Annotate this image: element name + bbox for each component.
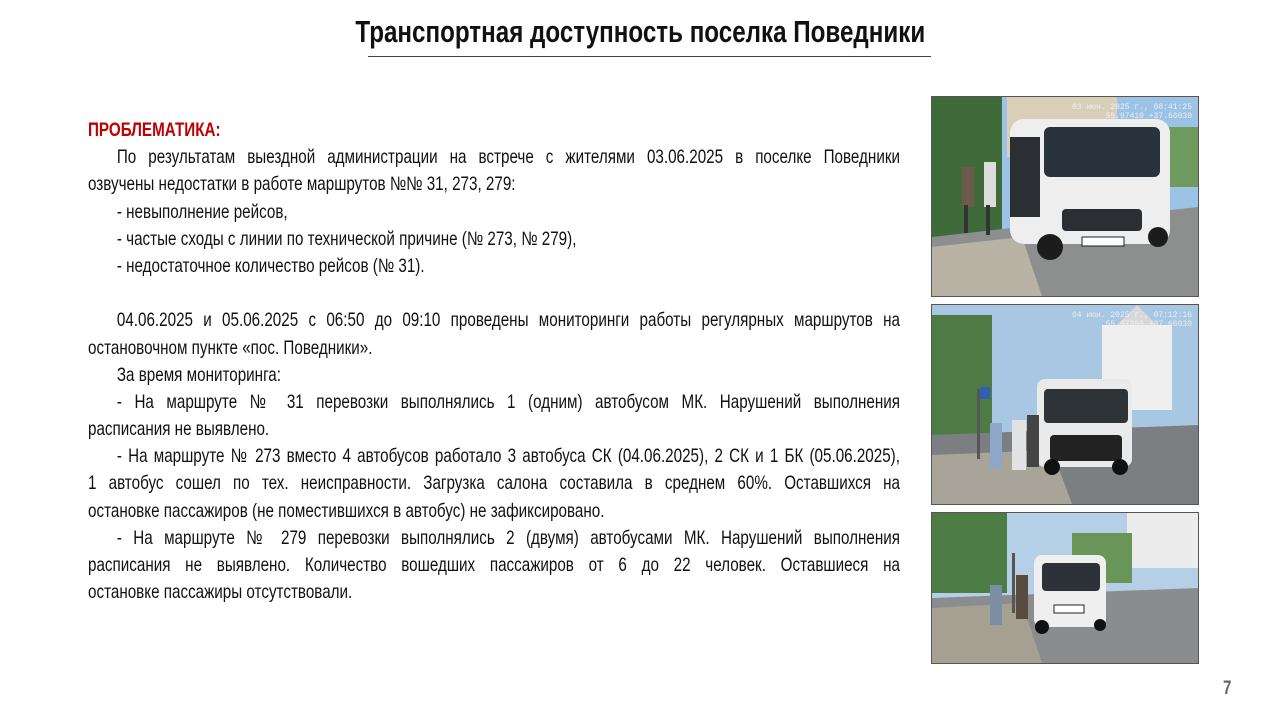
- body-text: [88, 117, 900, 606]
- title-underline: [368, 56, 931, 57]
- paragraph-line: 1 автобус сошел по тех. неисправности. Загрузка салона составила в среднем 60%. Оставшихся на: [88, 472, 900, 495]
- paragraph-line: остановке пассажиры отсутствовали.: [88, 581, 353, 604]
- paragraph-line: расписания не выявлено. Количество вошедших пассажиров от 6 до 22 человек. Оставшиеся на: [88, 554, 900, 576]
- paragraph-line: остановке пассажиров (не поместившихся в автобус) не зафиксировано.: [88, 499, 605, 522]
- bullet-line: - На маршруте № 273 вместо 4 автобусов работало 3 автобуса СК (04.06.2025), 2 СК и 1 БК (05.06.2025),: [116, 445, 900, 468]
- slide-title-container: [0, 14, 1280, 50]
- bus-image: [932, 305, 1198, 504]
- bullet-line: - частые сходы с линии по технической причине (№ 273, № 279),: [116, 227, 577, 250]
- paragraph-line: озвучены недостатки в работе маршрутов №№ 31, 273, 279:: [88, 173, 516, 196]
- paragraph-line: остановочном пункте «пос. Поведники».: [88, 336, 373, 359]
- bullet-line: - недостаточное количество рейсов (№ 31).: [116, 254, 425, 277]
- page-number: 7: [1223, 678, 1232, 699]
- minibus-image: [932, 97, 1198, 296]
- bus-stop-photo-1: [931, 96, 1199, 297]
- minibus-image: [932, 513, 1198, 663]
- paragraph-line: 04.06.2025 и 05.06.2025 с 06:50 до 09:10 проведены мониторинги работы регулярных маршрутов на: [116, 309, 900, 332]
- photo-stamp: 03 июн. 2025 г., 08:41:25 55.97410 +37.66030: [1071, 103, 1192, 121]
- spacer: [88, 280, 900, 307]
- bullet-line: - На маршруте № 279 перевозки выполнялись 2 (двумя) автобусами МК. Нарушений выполнения: [116, 526, 900, 549]
- paragraph-line: За время мониторинга:: [116, 363, 281, 386]
- bullet-line: - На маршруте № 31 перевозки выполнялись 1 (одним) автобусом МК. Нарушений выполнения: [116, 390, 900, 413]
- paragraph-line: По результатам выездной администрации на встрече с жителями 03.06.2025 в поселке Поведники: [116, 146, 900, 169]
- paragraph-line: расписания не выявлено.: [88, 418, 270, 441]
- bus-stop-photo-2: [931, 304, 1199, 505]
- bus-stop-photo-3: [931, 512, 1199, 664]
- bullet-line: - невыполнение рейсов,: [116, 200, 288, 223]
- photo-stamp: 04 июн. 2025 г., 07:12:16 55.97399 +37.66030: [1071, 311, 1192, 329]
- slide-title: Транспортная доступность поселка Поведники: [355, 14, 925, 49]
- section-heading: ПРОБЛЕМАТИКА:: [88, 119, 221, 141]
